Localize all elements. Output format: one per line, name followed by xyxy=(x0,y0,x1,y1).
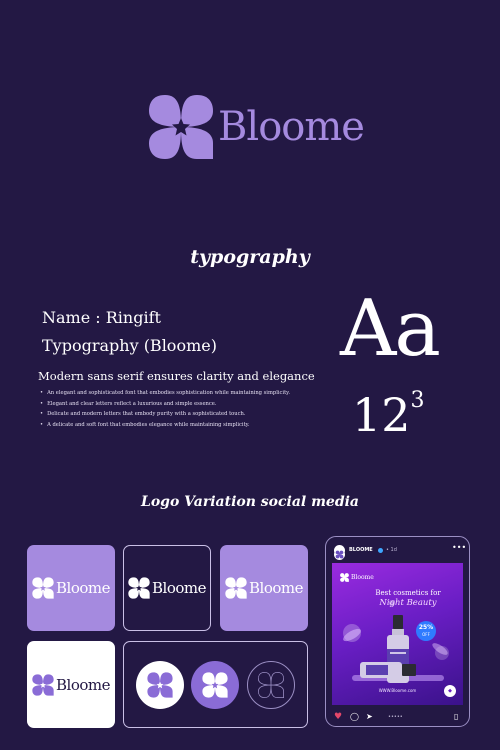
font-bullet: • Delicate and modern letters that embody purity with a sophisticated touch. xyxy=(40,409,290,420)
font-sample-superscript: 3 xyxy=(410,388,425,413)
font-typography-line: Typography (Bloome) xyxy=(42,336,217,355)
typography-heading: typography xyxy=(190,246,310,268)
font-bullet: • An elegant and sophisticated font that embodies sophistication while maintaining simplicity. xyxy=(40,388,290,399)
logo-tile-white xyxy=(27,641,115,728)
flower-logo-icon xyxy=(147,672,173,698)
font-description: Modern sans serif ensures clarity and elegance xyxy=(38,369,315,383)
post-indicator-icon: ◆ xyxy=(444,685,456,697)
tile-wordmark: Bloome xyxy=(56,579,110,597)
tile-wordmark: Bloome xyxy=(56,675,110,694)
logo-tile-circles xyxy=(123,641,308,728)
avatar[interactable] xyxy=(334,545,345,556)
font-sample-digits-main: 12 xyxy=(352,388,411,442)
discount-badge xyxy=(416,621,436,641)
tile-wordmark: Bloome xyxy=(152,579,206,597)
font-bullet-list xyxy=(40,388,290,430)
tile-wordmark: Bloome xyxy=(249,579,303,597)
post-title: Best cosmetics for xyxy=(375,589,441,597)
logo-tile-purple-2 xyxy=(220,545,308,631)
logo-tile-purple xyxy=(27,545,115,631)
discount-label: OFF xyxy=(422,632,430,637)
font-bullet: • A delicate and soft font that embodies elegance while maintaining simplicity. xyxy=(40,420,290,431)
post-brand xyxy=(340,573,374,582)
post-image[interactable] xyxy=(332,563,463,705)
brand-wordmark: Bloome xyxy=(218,104,364,150)
flower-logo-outline-icon xyxy=(258,672,284,698)
font-sample-letters: Aa xyxy=(340,284,439,374)
like-icon[interactable]: ♥ xyxy=(334,712,343,722)
flower-logo-icon xyxy=(340,573,349,582)
font-sample-digits xyxy=(352,388,425,442)
social-post-mockup xyxy=(325,536,470,727)
circle-logo-outline xyxy=(247,661,295,709)
share-icon[interactable]: ➤ xyxy=(366,712,373,721)
flower-logo-icon xyxy=(32,577,54,599)
logo-tile-dark xyxy=(123,545,211,631)
flower-logo-icon xyxy=(128,577,150,599)
font-name-line: Name : Ringift xyxy=(42,308,161,327)
more-options-icon[interactable]: ••• xyxy=(452,543,467,552)
flower-logo-icon xyxy=(202,672,228,698)
logo-variation-heading: Logo Variation social media xyxy=(141,494,359,510)
post-actions-bar xyxy=(326,710,470,724)
brand-logo xyxy=(148,94,364,160)
flower-logo-icon xyxy=(32,674,54,696)
product-tube-icon xyxy=(360,659,418,681)
flower-logo-icon xyxy=(225,577,247,599)
discount-value: 25% xyxy=(418,624,434,631)
post-url: WWW.Bloome.com xyxy=(378,688,417,693)
verified-badge-icon xyxy=(378,548,383,553)
account-name[interactable]: BLOOME xyxy=(349,547,373,553)
circle-logo-white xyxy=(136,661,184,709)
flower-logo-icon xyxy=(334,549,345,560)
circle-logo-purple xyxy=(191,661,239,709)
save-icon[interactable]: ▯ xyxy=(454,712,459,721)
flower-logo-icon xyxy=(148,94,214,160)
post-subtitle: Night Beauty xyxy=(379,598,437,608)
font-bullet: • Elegant and clear letters reflect a luxurious and simple essence. xyxy=(40,399,290,410)
post-brand-name: Bloome xyxy=(351,574,374,581)
carousel-dots: ••••• xyxy=(388,714,403,720)
comment-icon[interactable]: ◯ xyxy=(350,712,359,721)
post-time: • 1d xyxy=(386,547,397,553)
